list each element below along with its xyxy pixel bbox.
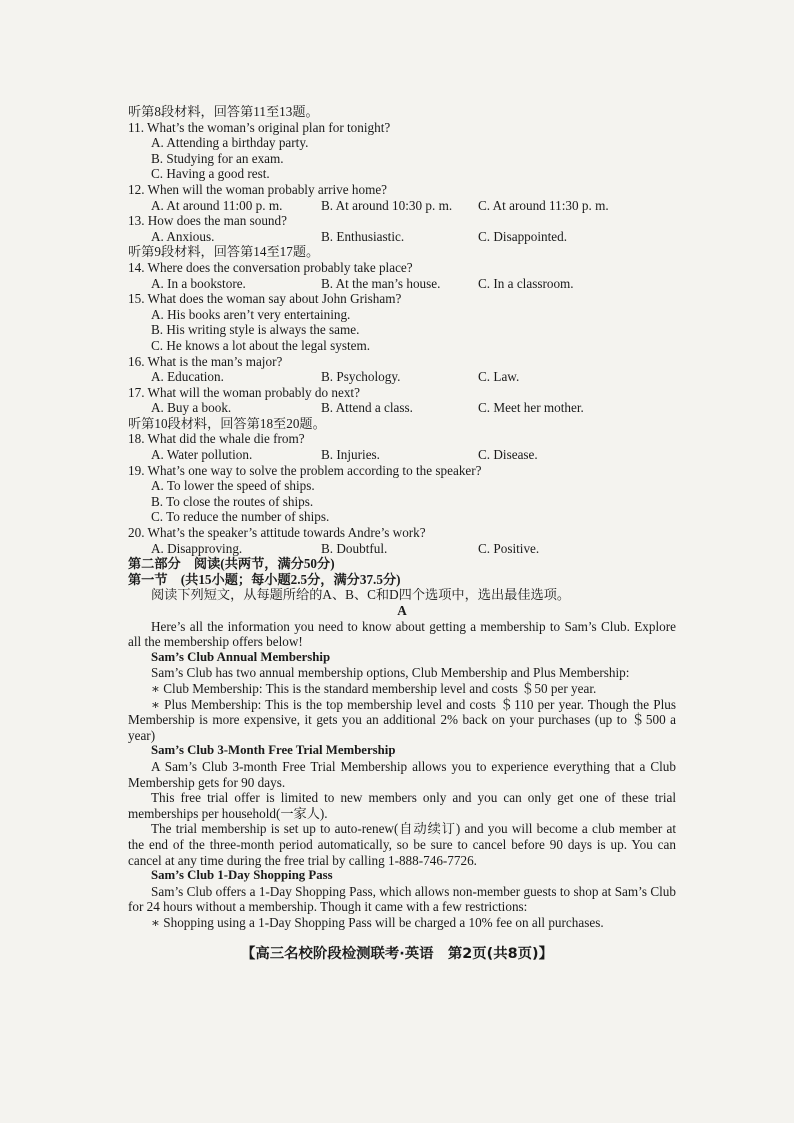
q12-options <box>128 198 676 214</box>
question-19: 19. What’s one way to solve the problem according to the speaker? <box>128 462 482 478</box>
q20-option-b: B. Doubtful. <box>321 540 388 556</box>
q20-option-a: A. Disapproving. <box>151 540 243 556</box>
q15-option-c: C. He knows a lot about the legal system. <box>151 337 371 353</box>
heading-annual-membership: Sam’s Club Annual Membership <box>151 649 331 664</box>
q15-option-a: A. His books aren’t very entertaining. <box>151 306 351 322</box>
paragraph-auto-renew: The trial membership is set up to auto-renew(自动续订) and you will become a club member at the end of the three-month period automatically, so be sure to cancel before 90 days is up. You can cancel at any time during the free trial by calling 1-888-746-7726. <box>128 821 676 868</box>
part-two-title: 第二部分 阅读(共两节，满分50分) <box>128 556 335 572</box>
q15-option-b: B. His writing style is always the same. <box>151 322 360 338</box>
q17-option-c: C. Meet her mother. <box>478 400 584 416</box>
q11-option-a: A. Attending a birthday party. <box>151 135 309 151</box>
q16-option-c: C. Law. <box>478 369 520 385</box>
heading-shopping-pass: Sam’s Club 1-Day Shopping Pass <box>151 868 333 883</box>
reading-instructions: 阅读下列短文，从每题所给的A、B、C和D四个选项中，选出最佳选项。 <box>151 587 571 603</box>
question-13: 13. How does the man sound? <box>128 213 287 229</box>
q13-option-a: A. Anxious. <box>151 228 215 244</box>
q14-options <box>128 276 676 292</box>
q20-options <box>128 541 676 557</box>
q17-option-a: A. Buy a book. <box>151 400 232 416</box>
passage-label: A <box>397 603 407 618</box>
question-12: 12. When will the woman probably arrive home? <box>128 181 388 197</box>
bullet-plus-membership: ∗ Plus Membership: This is the top membership level and costs ＄110 per year. Though the Plus Membership is more expensive, it gets you an additional 2% back on your purchases (up to ＄500 a year) <box>128 696 676 743</box>
exam-page <box>128 104 676 930</box>
q18-option-b: B. Injuries. <box>321 447 380 463</box>
q13-option-c: C. Disappointed. <box>478 228 568 244</box>
question-17: 17. What will the woman probably do next? <box>128 384 360 400</box>
q19-option-b: B. To close the routes of ships. <box>151 493 314 509</box>
q11-option-c: C. Having a good rest. <box>151 166 270 182</box>
q18-option-a: A. Water pollution. <box>151 447 253 463</box>
paragraph-trial-limit: This free trial offer is limited to new members only and you can only get one of these trial memberships per household(一家人). <box>128 790 676 821</box>
paragraph-shopping-pass: Sam’s Club offers a 1-Day Shopping Pass, which allows non-member guests to shop at Sam’s Club for 24 hours without a membership. Though it came with a few restrictions: <box>128 883 676 915</box>
q16-option-a: A. Education. <box>151 369 224 385</box>
question-14: 14. Where does the conversation probably take place? <box>128 259 413 275</box>
q20-option-c: C. Positive. <box>478 540 540 556</box>
q16-option-b: B. Psychology. <box>321 369 401 385</box>
q14-option-c: C. In a classroom. <box>478 275 574 291</box>
q18-options <box>128 447 676 463</box>
q12-option-b: B. At around 10:30 p. m. <box>321 197 453 213</box>
q17-option-b: B. Attend a class. <box>321 400 413 416</box>
question-18: 18. What did the whale die from? <box>128 431 305 447</box>
q16-options <box>128 369 676 385</box>
q13-options <box>128 229 676 245</box>
q12-option-c: C. At around 11:30 p. m. <box>478 197 609 213</box>
bullet-club-membership: ∗ Club Membership: This is the standard membership level and costs ＄50 per year. <box>151 680 597 696</box>
passage-intro: Here’s all the information you need to know about getting a membership to Sam’s Club. Explore all the membership offers below! <box>128 618 676 650</box>
q19-option-c: C. To reduce the number of ships. <box>151 509 330 525</box>
q12-option-a: A. At around 11:00 p. m. <box>151 197 283 213</box>
q17-options <box>128 400 676 416</box>
q11-option-b: B. Studying for an exam. <box>151 150 284 166</box>
paragraph-free-trial: A Sam’s Club 3-month Free Trial Membership allows you to experience everything that a Club Membership gets for 90 days. <box>128 758 676 790</box>
page-footer: 【高三名校阶段检测联考·英语 第2页(共8页)】 <box>240 946 554 962</box>
q19-option-a: A. To lower the speed of ships. <box>151 478 315 494</box>
section-10-header: 听第10段材料，回答第18至20题。 <box>128 415 326 431</box>
q14-option-a: A. In a bookstore. <box>151 275 246 291</box>
question-16: 16. What is the man’s major? <box>128 353 283 369</box>
q13-option-b: B. Enthusiastic. <box>321 228 405 244</box>
section-one-title: 第一节 (共15小题；每小题2.5分，满分37.5分) <box>128 571 401 587</box>
paragraph-annual-options: Sam’s Club has two annual membership options, Club Membership and Plus Membership: <box>151 665 630 681</box>
section-8-header: 听第8段材料，回答第11至13题。 <box>128 104 319 119</box>
question-15: 15. What does the woman say about John Grisham? <box>128 291 402 307</box>
bullet-shopping-fee: ∗ Shopping using a 1-Day Shopping Pass will be charged a 10% fee on all purchases. <box>151 914 604 930</box>
heading-free-trial: Sam’s Club 3-Month Free Trial Membership <box>151 743 396 758</box>
question-20: 20. What’s the speaker’s attitude towards Andre’s work? <box>128 525 426 541</box>
q18-option-c: C. Disease. <box>478 447 538 463</box>
question-11: 11. What’s the woman’s original plan for tonight? <box>128 119 391 135</box>
section-9-header: 听第9段材料，回答第14至17题。 <box>128 244 320 260</box>
q14-option-b: B. At the man’s house. <box>321 275 441 291</box>
